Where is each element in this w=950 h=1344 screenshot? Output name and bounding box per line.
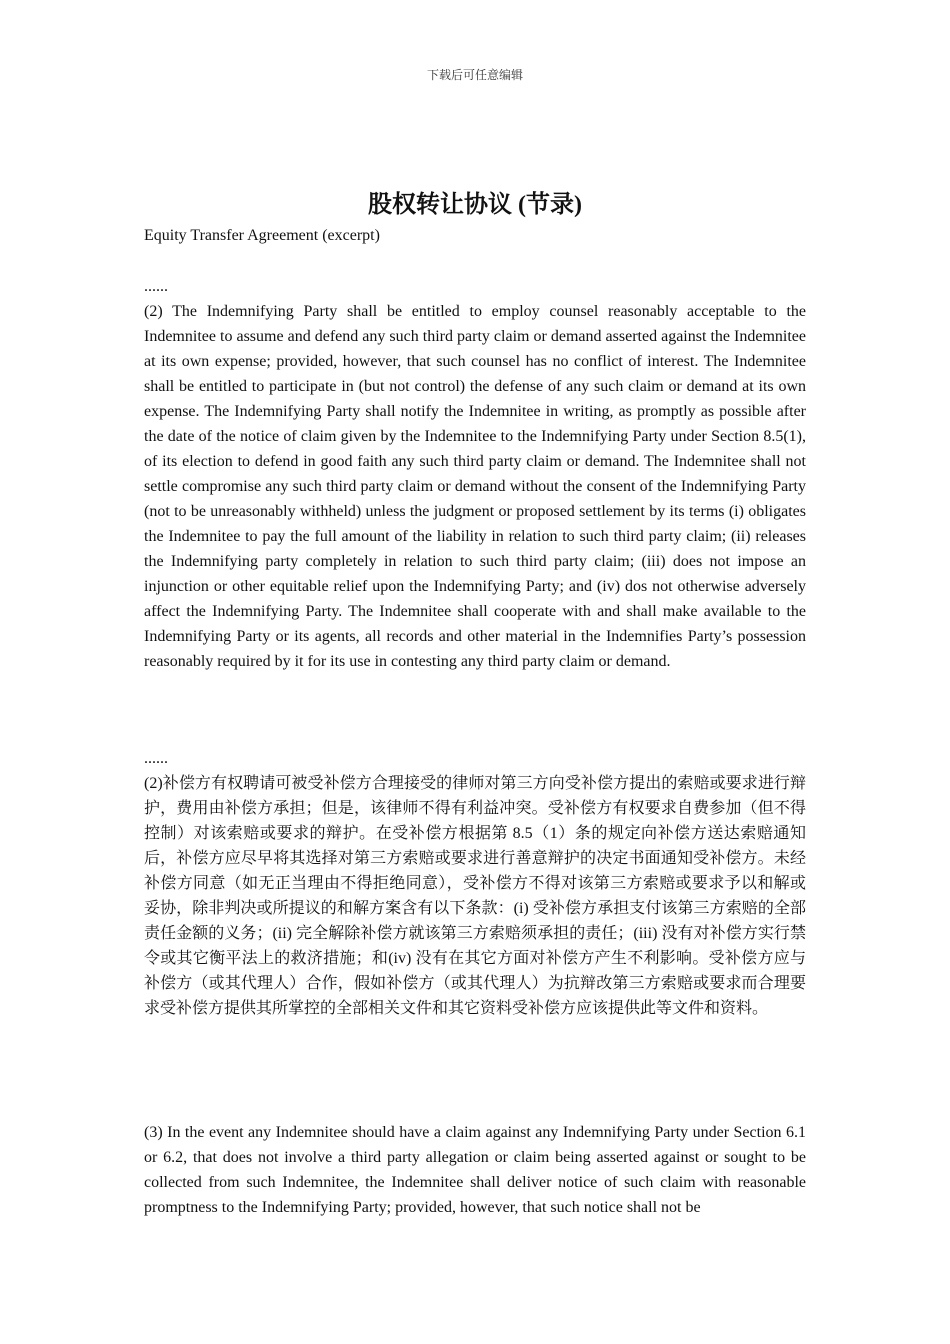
section-ellipsis: ...... [144, 278, 168, 295]
section-english-clause-2 [144, 274, 806, 674]
section-english-clause-3 [144, 1120, 806, 1220]
page-header-note: 下载后可任意编辑 [426, 68, 523, 82]
section-ellipsis: ...... [144, 750, 168, 767]
clause-3-english-text: (3) In the event any Indemnitee should have a claim against any Indemnifying Party under Section 6.1 or 6.2, that does not involve a third party allegation or claim being asserted against or sought to be collected from such Indemnitee, the Indemnitee shall deliver notice of such claim with reasonable promptness to the Indemnifying Party; provided, however, that such notice shall not be [144, 1124, 806, 1216]
clause-2-chinese-text: (2)补偿方有权聘请可被受补偿方合理接受的律师对第三方向受补偿方提出的索赔或要求进行辩护，费用由补偿方承担；但是，该律师不得有利益冲突。受补偿方有权要求自费参加（但不得控制）对该索赔或要求的辩护。在受补偿方根据第 8.5（1）条的规定向补偿方送达索赔通知后，补偿方应尽早将其选择对第三方索赔或要求进行善意辩护的决定书面通知受补偿方。未经补偿方同意（如无正当理由不得拒绝同意），受补偿方不得对该第三方索赔或要求予以和解或妥协，除非判决或所提议的和解方案含有以下条款：(i) 受补偿方承担支付该第三方索赔的全部责任金额的义务；(ii) 完全解除补偿方就该第三方索赔须承担的责任；(iii) 没有对补偿方实行禁令或其它衡平法上的救济措施；和(iv) 没有在其它方面对补偿方产生不利影响。受补偿方应与补偿方（或其代理人）合作，假如补偿方（或其代理人）为抗辩改第三方索赔或要求而合理要求受补偿方提供其所掌控的全部相关文件和其它资料受补偿方应该提供此等文件和资料。 [144, 775, 806, 1017]
section-chinese-clause-2 [144, 746, 806, 1021]
document-title: 股权转让协议 (节录) [368, 192, 582, 218]
document-subtitle: Equity Transfer Agreement (excerpt) [144, 227, 380, 244]
clause-2-english-text: (2) The Indemnifying Party shall be entitled to employ counsel reasonably acceptable to the Indemnitee to assume and defend any such third party claim or demand asserted against the Indemnitee at its own expense; provided, however, that such counsel has no conflict of interest. The Indemnitee shall be entitled to participate in (but not control) the defense of any such claim or demand at its own expense. The Indemnifying Party shall notify the Indemnitee in writing, as promptly as possible after the date of the notice of claim given by the Indemnitee to the Indemnifying Party under Section 8.5(1), of its election to defend in good faith any such third party claim or demand. The Indemnitee shall not settle compromise any such third party claim or demand without the consent of the Indemnifying Party (not to be unreasonably withheld) unless the judgment or proposed settlement by its terms (i) obligates the Indemnitee to pay the full amount of the liability in relation to such third party claim; (ii) releases the Indemnifying party completely in relation to such third party claim; (iii) does not impose an injunction or other equitable relief upon the Indemnifying Party; and (iv) dos not otherwise adversely affect the Indemnifying Party. The Indemnitee shall cooperate with and shall make available to the Indemnifying Party or its agents, all records and other material in the Indemnifies Party’s possession reasonably required by it for its use in contesting any third party claim or demand. [144, 303, 806, 670]
